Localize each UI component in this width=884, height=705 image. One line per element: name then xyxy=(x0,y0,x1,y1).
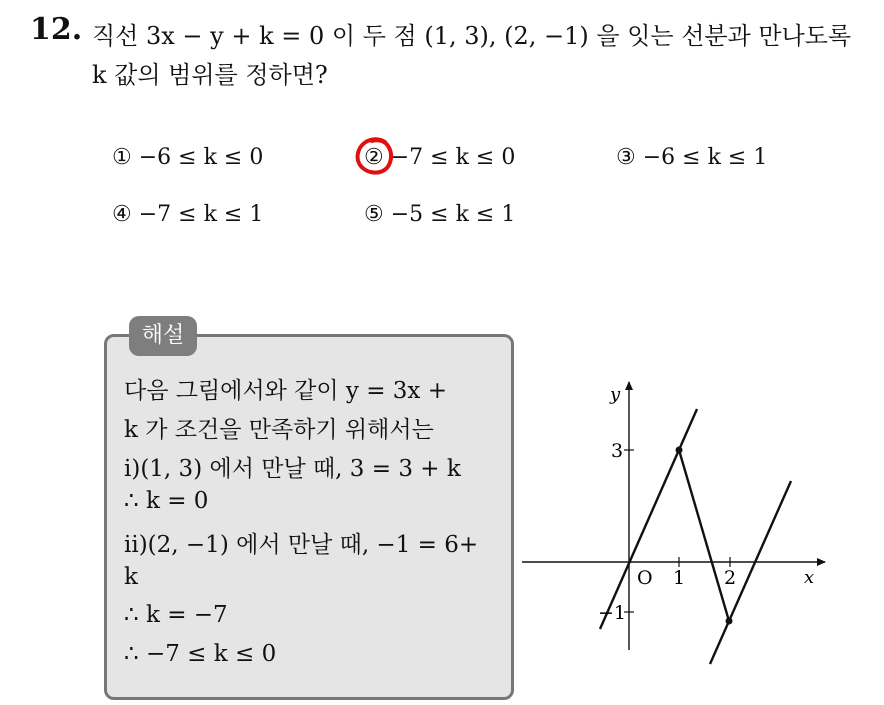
choice-2[interactable]: ② −7 ≤ k ≤ 0 xyxy=(364,145,516,170)
x-axis-label: x xyxy=(804,567,815,588)
question-text-line2: k 값의 범위를 정하면? xyxy=(92,61,328,89)
solution-line-1: 다음 그림에서와 같이 y = 3x + xyxy=(124,378,447,404)
x-tick-label-1: 1 xyxy=(673,567,686,589)
line-k-neg7 xyxy=(710,481,791,664)
x-tick-label-2: 2 xyxy=(724,567,737,589)
solution-line-7: ∴ k = −7 xyxy=(124,602,228,628)
choice-4[interactable]: ④ −7 ≤ k ≤ 1 xyxy=(112,202,264,227)
solution-graph xyxy=(520,370,840,670)
point-2-neg1 xyxy=(726,618,733,625)
question-number: 12. xyxy=(30,12,83,47)
y-tick-label-3: 3 xyxy=(611,440,624,462)
answer-circle-mark xyxy=(352,133,398,179)
segment-1-3-to-2-neg1 xyxy=(679,450,729,621)
solution-line-6: k xyxy=(124,564,138,590)
choice-5[interactable]: ⑤ −5 ≤ k ≤ 1 xyxy=(364,202,516,227)
solution-tag: 해설 xyxy=(129,316,197,356)
origin-label: O xyxy=(637,567,653,589)
y-axis-label: y xyxy=(610,384,621,405)
choice-3[interactable]: ③ −6 ≤ k ≤ 1 xyxy=(616,145,768,170)
solution-line-8: ∴ −7 ≤ k ≤ 0 xyxy=(124,641,277,667)
point-1-3 xyxy=(676,447,683,454)
solution-line-2: k 가 조건을 만족하기 위해서는 xyxy=(124,417,434,443)
solution-line-3: ⅰ)(1, 3) 에서 만날 때, 3 = 3 + k xyxy=(124,456,461,482)
solution-line-4: ∴ k = 0 xyxy=(124,488,209,514)
question-text-line1: 직선 3x − y + k = 0 이 두 점 (1, 3), (2, −1) 을 잇는 선분과 만나도록 xyxy=(92,22,852,50)
y-tick-label-neg1: −1 xyxy=(598,602,627,624)
choice-1[interactable]: ① −6 ≤ k ≤ 0 xyxy=(112,145,264,170)
solution-line-5: ⅱ)(2, −1) 에서 만날 때, −1 = 6+ xyxy=(124,532,479,558)
